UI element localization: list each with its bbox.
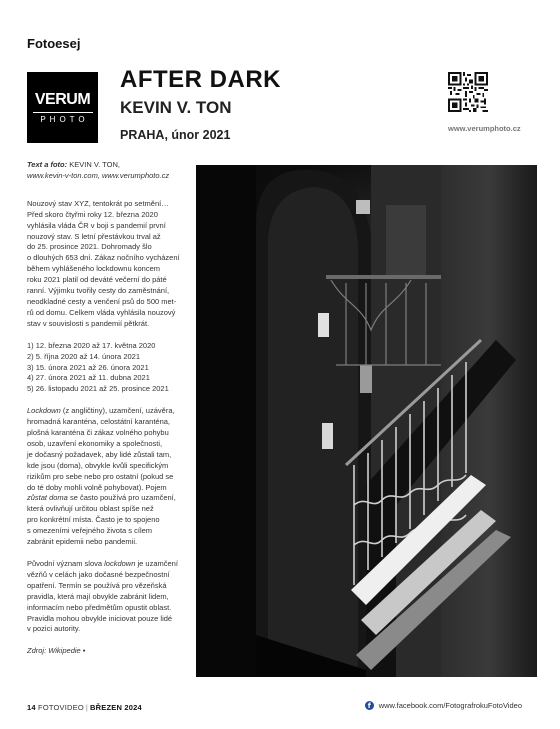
- period-item: 4) 27. února 2021 až 11. dubna 2021: [27, 373, 150, 383]
- credits-author: KEVIN V. TON,: [67, 160, 120, 169]
- magazine-name: FOTOVIDEO: [38, 703, 84, 712]
- section-label: Fotoesej: [27, 36, 81, 51]
- stairwell-photo: [196, 165, 537, 677]
- site-url[interactable]: www.verumphoto.cz: [448, 124, 521, 133]
- credits-links: www.kevin-v-ton.com, www.verumphoto.cz: [27, 170, 170, 180]
- lockdown-term: Lockdown: [27, 406, 61, 416]
- period-item: 5) 26. listopadu 2021 až 25. prosince 2021: [27, 384, 169, 394]
- article-place-date: PRAHA, únor 2021: [120, 128, 231, 142]
- footer-facebook[interactable]: [365, 701, 522, 710]
- article-author: KEVIN V. TON: [120, 98, 232, 117]
- article-title: AFTER DARK: [120, 66, 281, 93]
- credits: [27, 160, 187, 182]
- credits-label: Text a foto:: [27, 160, 68, 169]
- periods-list: [27, 341, 187, 396]
- logo-rule: [33, 112, 93, 113]
- lockdown-text-b: se často používá pro uzamčení, která ovlivňují určitou oblast spíše než pro konkrétní místa. Často je to spojeno s omezeními veřejného života s cílem zabránit epidemii nebo pandemii.: [27, 493, 176, 547]
- verum-photo-logo: [27, 72, 98, 143]
- photo-illustration: [196, 165, 537, 677]
- origin-text-a: Původní význam slova: [27, 559, 105, 568]
- issue-date: BŘEZEN 2024: [90, 703, 142, 712]
- footer-page-info: 14 FOTOVIDEO | BŘEZEN 2024: [27, 703, 142, 712]
- source-note: Zdroj: Wikipedie ▪: [27, 646, 86, 656]
- qr-code-icon[interactable]: [448, 72, 488, 112]
- facebook-icon: f: [365, 701, 374, 710]
- origin-paragraph: [27, 559, 187, 635]
- page-number: 14: [27, 703, 36, 712]
- period-item: 1) 12. března 2020 až 17. května 2020: [27, 340, 156, 350]
- lockdown-paragraph: [27, 406, 187, 548]
- period-item: 2) 5. října 2020 až 14. února 2021: [27, 351, 140, 361]
- lockdown-text-a: (z angličtiny), uzamčení, uzávěra, hromadná karanténa, celostátní karanténa, plošná karanténa či zákaz volného pohybu osob, uzavření ekonomiky a společnosti, je dočasný požadavek, aby lidé zůstali tam, kde jsou (doma), obvykle kvůli specifickým rizikům pro sebe nebo pro ostatní (pokud se do té doby mohli volně pohybovat). Pojem: [27, 406, 175, 492]
- origin-text-b: je uzamčení vězňů v celách jako dočasné bezpečnostní opatření. Termín se používá pro vězeňská pravidla, která mají obvykle zabránit lidem, informacím nebo předmětům opustit oblast. Pravidla mohou obvykle iniciovat pouze lidé v pozici autority.: [27, 559, 178, 634]
- period-item: 3) 15. února 2021 až 26. února 2021: [27, 362, 149, 372]
- origin-term: lockdown: [104, 559, 136, 568]
- logo-wordmark: VERUM: [34, 91, 91, 108]
- logo-subtitle: PHOTO: [40, 115, 89, 124]
- intro-paragraph: Nouzový stav XYZ, tentokrát po setmění… Před skoro čtyřmi roky 12. března 2020 vyhlásila vláda ČR v boji s pandemií první nouzový stav. S letní přestávkou trval až do 25. prosince 2021. Dohromady šlo o dlouhých 653 dní. Zákaz nočního vycházení během vyhlášeného lockdownu koncem roku 2021 platil od deváté večerní do páté ranní. Výjimku tvořily cesty do zaměstnání, neodkladné cesty a venčení psů do 500 met- rů od domu. Celkem vláda vyhlásila nouzový stav v souvislosti s pandemií pětkrát.: [27, 198, 180, 328]
- facebook-url[interactable]: www.facebook.com/FotografrokuFotoVideo: [378, 701, 522, 710]
- article-text-column: [27, 160, 187, 657]
- stay-home-term: zůstat doma: [27, 493, 68, 503]
